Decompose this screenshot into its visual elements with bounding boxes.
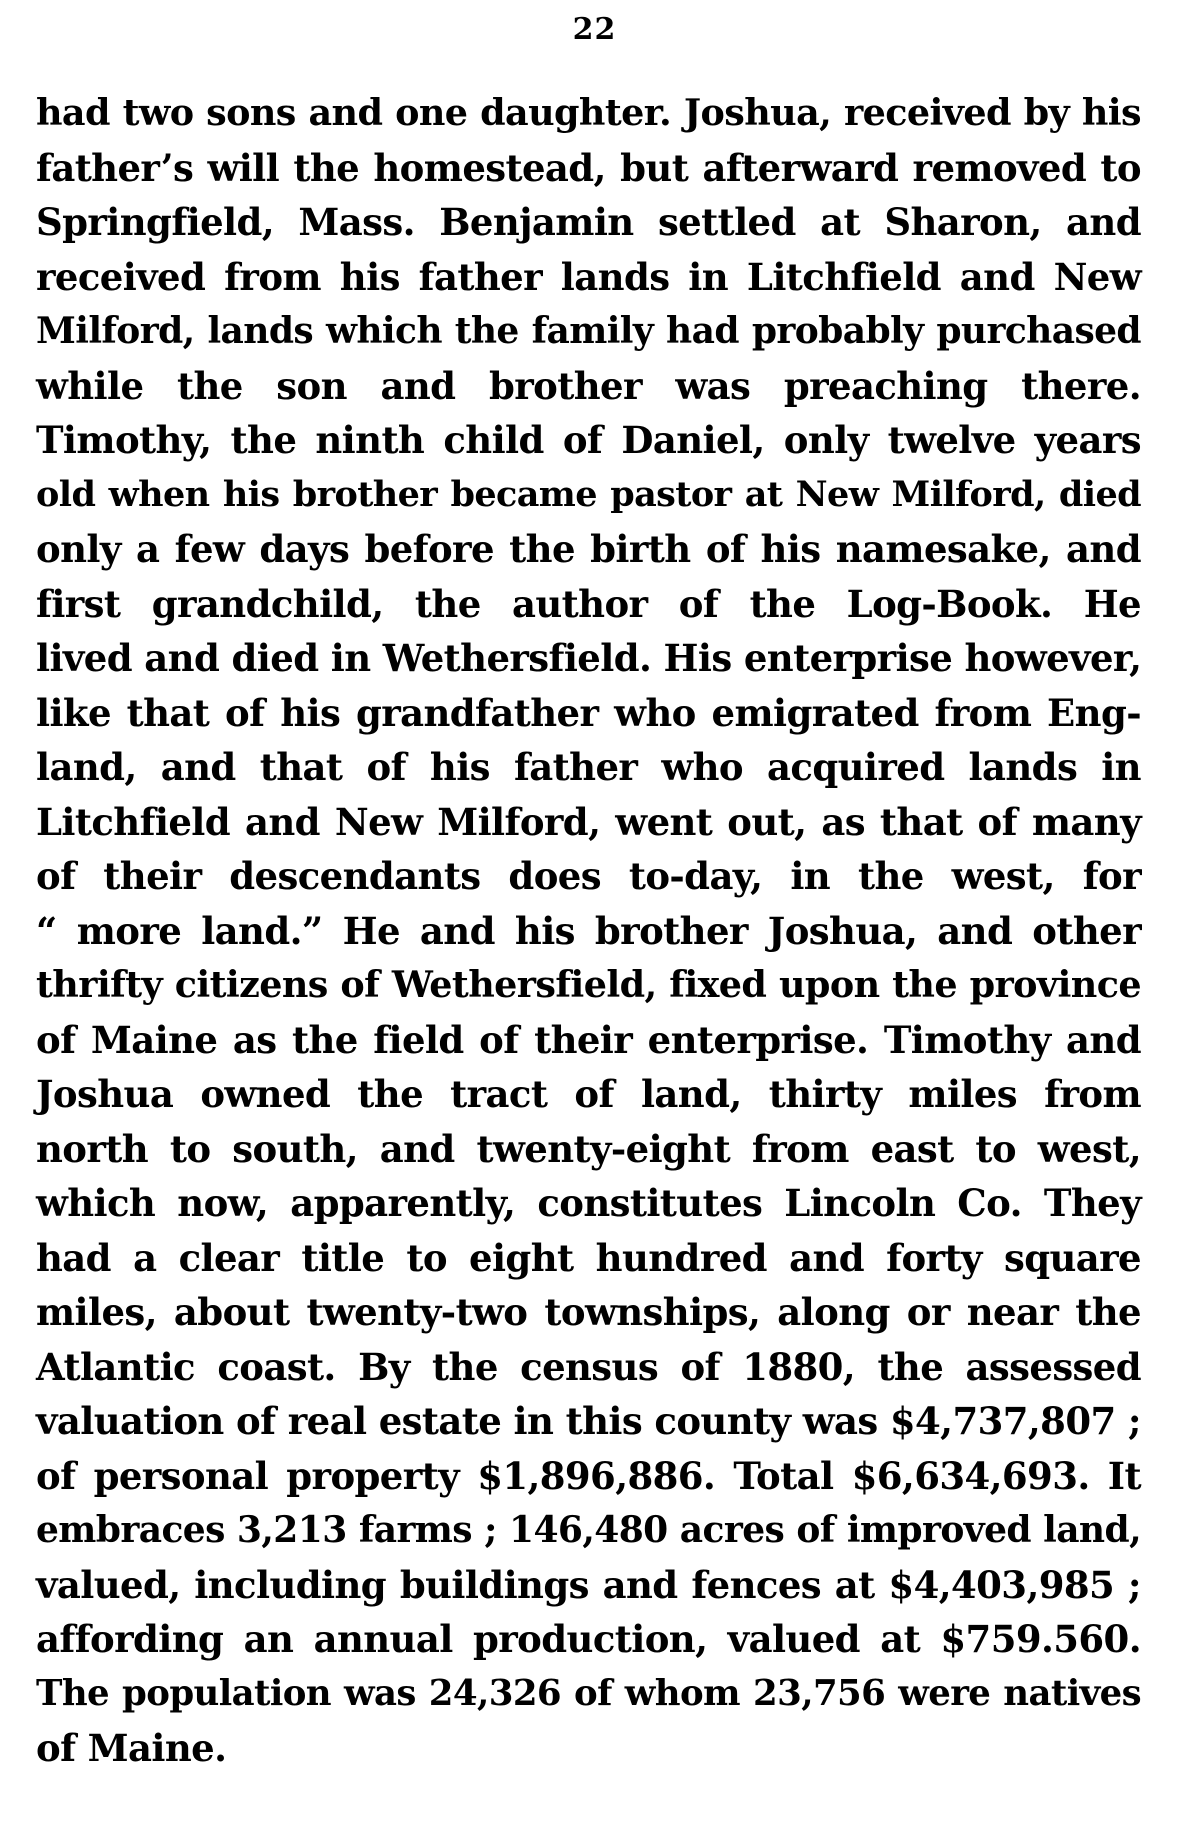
text-line: Atlantic coast. By the census of 1880, the assessed bbox=[36, 1344, 1141, 1389]
text-line: valued, including buildings and fences at $4,403,985 ; bbox=[36, 1562, 1141, 1607]
text-line: Joshua owned the tract of land, thirty miles from bbox=[36, 1072, 1141, 1116]
text-line: thrifty citizens of Wethersfield, fixed upon the province bbox=[36, 963, 1141, 1006]
text-line: embraces 3,213 farms ; 146,480 acres of improved land, bbox=[36, 1509, 1141, 1551]
text-line: of Maine. bbox=[36, 1726, 227, 1770]
text-line: affording an annual production, valued at $759.560. bbox=[36, 1617, 1141, 1661]
text-line: Milford, lands which the family had probably purchased bbox=[36, 310, 1141, 352]
text-line: of personal property $1,896,886. Total $6,634,693. It bbox=[36, 1453, 1141, 1498]
text-line: received from his father lands in Litchfield and New bbox=[36, 254, 1141, 299]
text-line: only a few days before the birth of his namesake, and bbox=[36, 527, 1141, 571]
page-number: 22 bbox=[572, 12, 617, 47]
text-line: land, and that of his father who acquired lands in bbox=[36, 745, 1141, 789]
text-line: lived and died in Wethersfield. His enterprise however, bbox=[36, 636, 1142, 680]
body-paragraph bbox=[36, 86, 1141, 1776]
text-line: The population was 24,326 of whom 23,756 were natives bbox=[36, 1672, 1141, 1714]
text-line: had two sons and one daughter. Joshua, received by his bbox=[36, 91, 1141, 134]
text-line: had a clear title to eight hundred and forty square bbox=[36, 1235, 1141, 1280]
text-line: north to south, and twenty-eight from east to west, bbox=[36, 1126, 1141, 1171]
text-line: Timothy, the ninth child of Daniel, only twelve years bbox=[36, 418, 1141, 462]
text-line: Litchfield and New Milford, went out, as that of many bbox=[36, 799, 1141, 844]
text-line: of their descendants does to-day, in the west, for bbox=[36, 854, 1141, 898]
text-line: “ more land.” He and his brother Joshua, and other bbox=[36, 908, 1141, 953]
text-line: valuation of real estate in this county was $4,737,807 ; bbox=[36, 1399, 1141, 1443]
text-line: which now, apparently, constitutes Lincoln Co. They bbox=[36, 1181, 1141, 1225]
text-line: first grandchild, the author of the Log-Book. He bbox=[36, 581, 1141, 626]
text-line: of Maine as the field of their enterprise. Timothy and bbox=[36, 1017, 1141, 1062]
text-line: like that of his grandfather who emigrated from Eng- bbox=[36, 690, 1141, 735]
text-line: while the son and brother was preaching there. bbox=[36, 363, 1141, 408]
text-line: Springfield, Mass. Benjamin settled at Sharon, and bbox=[36, 200, 1141, 244]
text-line: old when his brother became pastor at New Milford, died bbox=[36, 473, 1141, 515]
text-line: miles, about twenty-two townships, along or near the bbox=[36, 1290, 1141, 1334]
text-line: father’s will the homestead, but afterward removed to bbox=[36, 145, 1141, 190]
